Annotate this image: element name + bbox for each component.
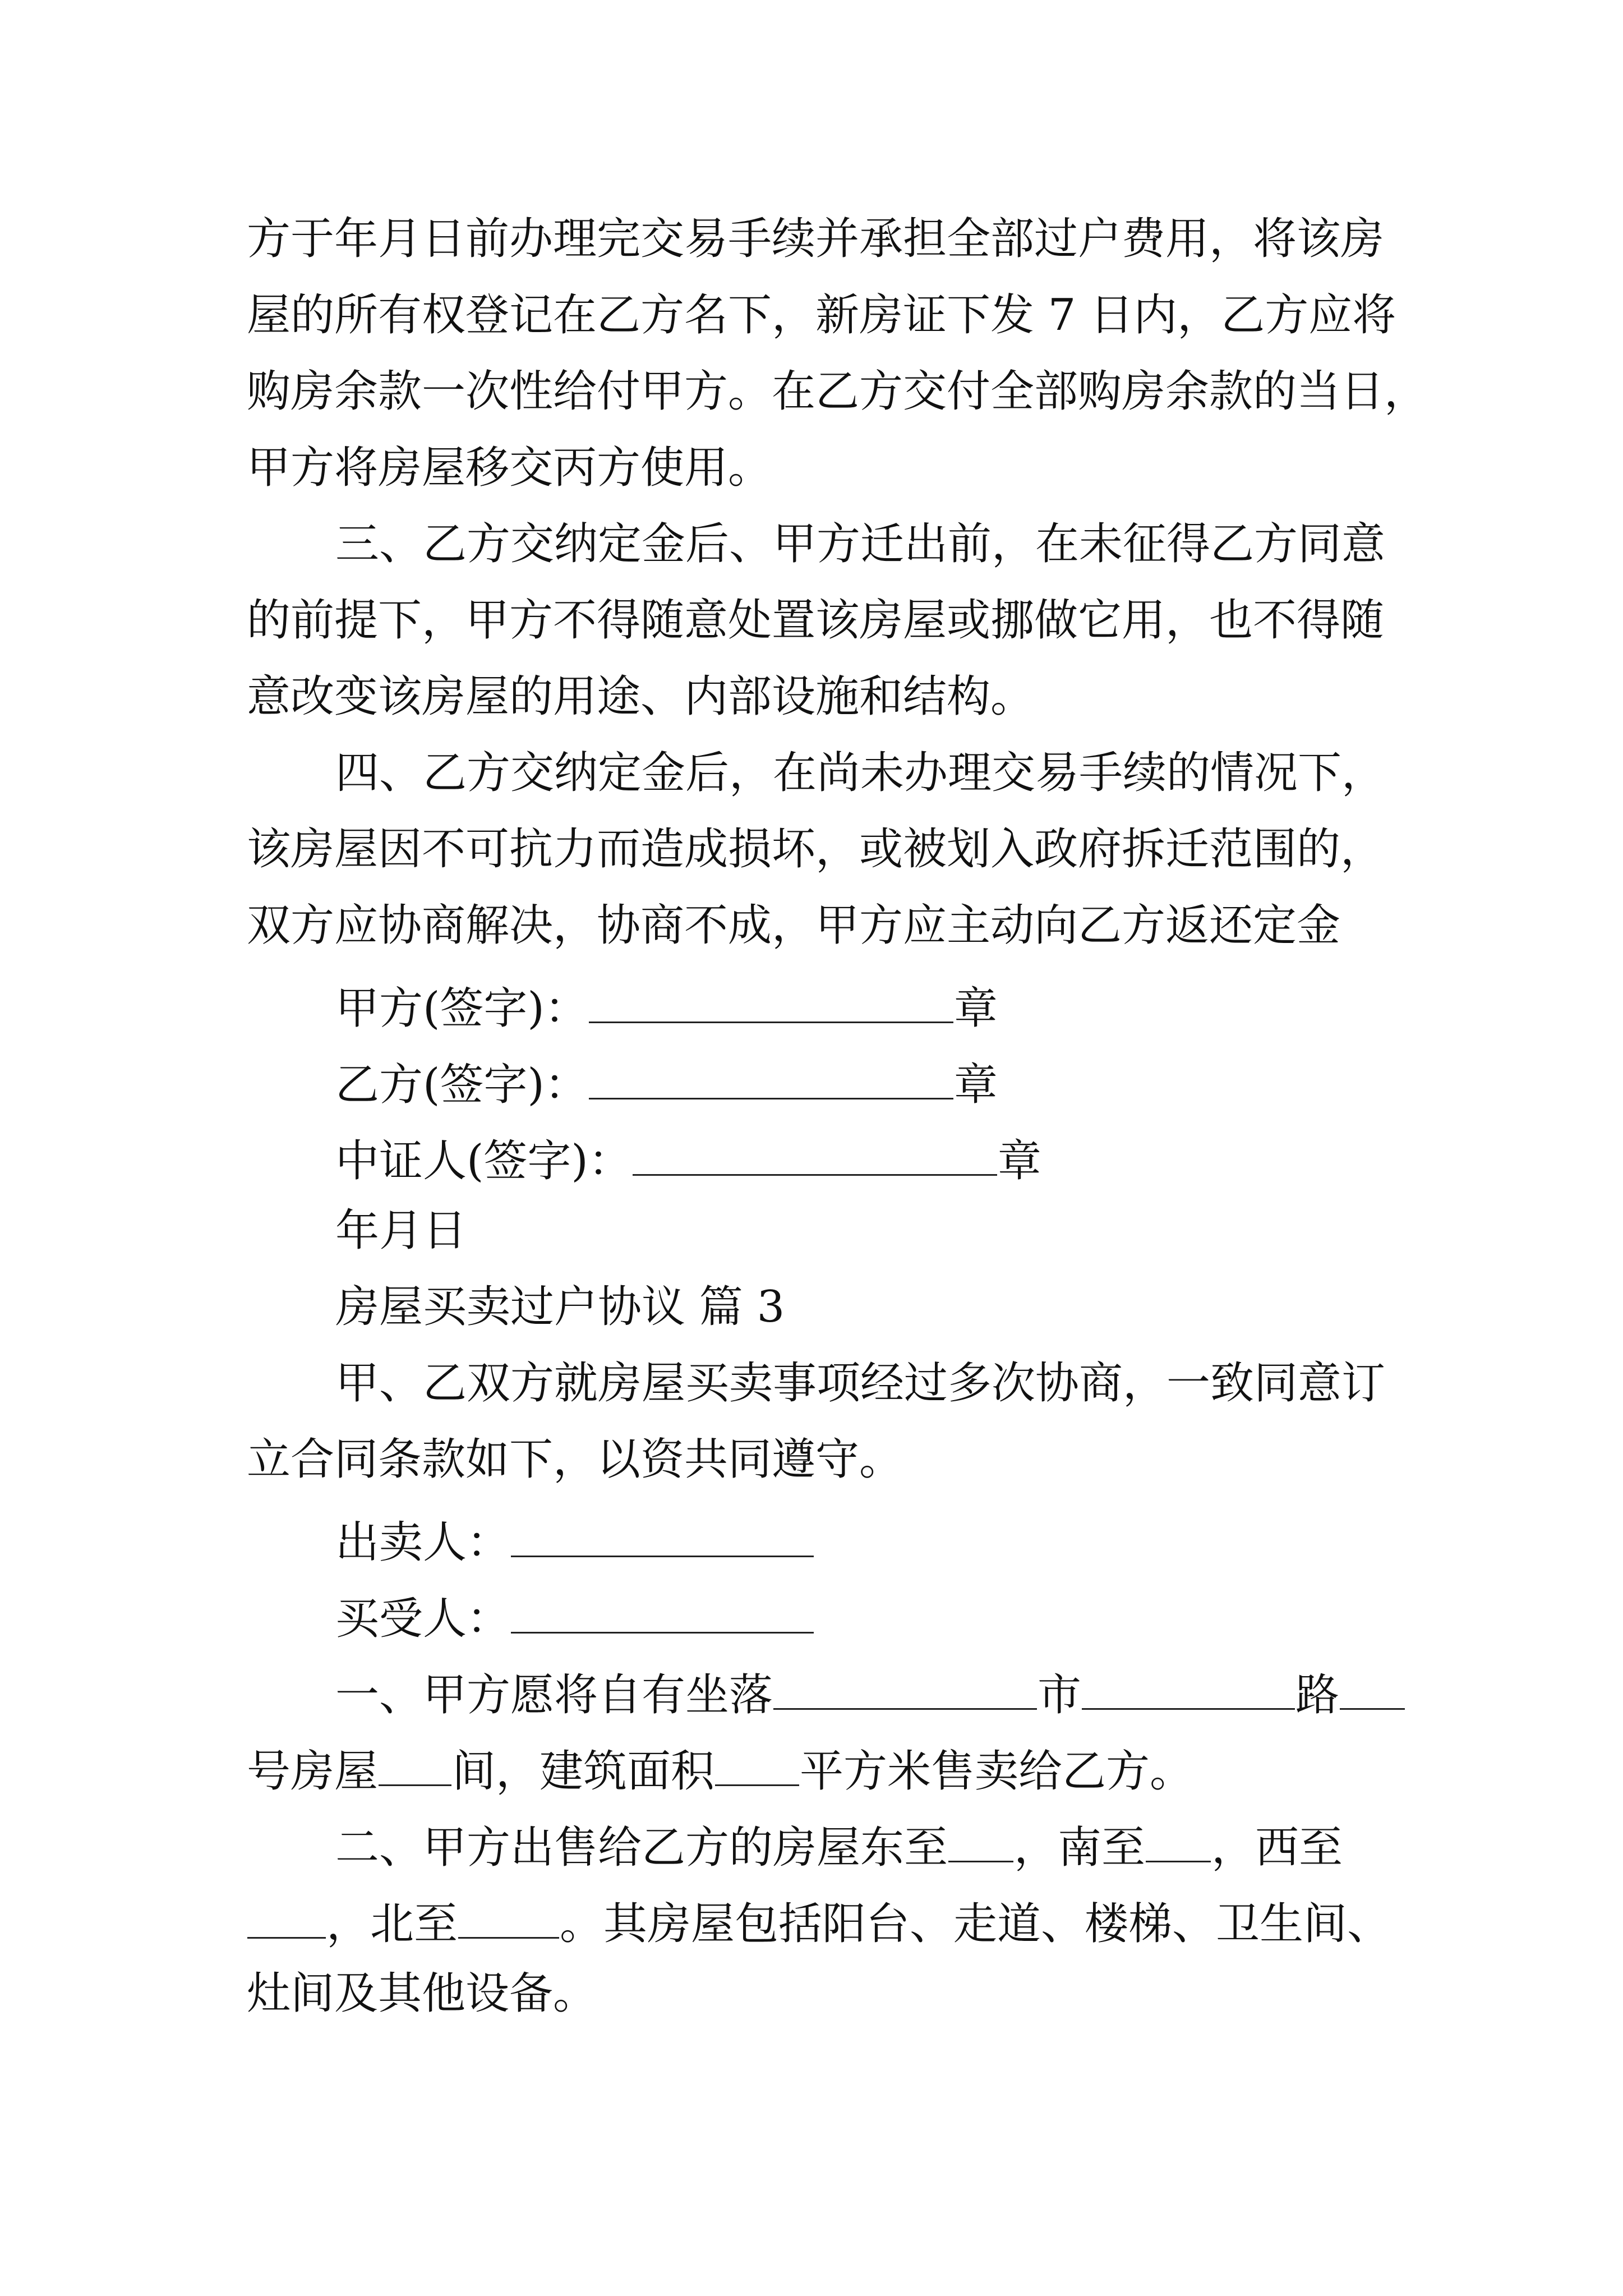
intro-line: 立合同条款如下，以资共同遵守。 [247,1434,903,1485]
clause-four-line: 四、乙方交纳定金后，在尚未办理交易手续的情况下， [335,748,1386,798]
city-blank [1082,1667,1295,1710]
paragraph-line: 购房余款一次性给付甲方。在乙方交付全部购房余款的当日， [247,366,1428,417]
signature-date: 年月日 [335,1205,467,1256]
south-boundary-blank [1146,1819,1211,1862]
witness-signature-label: 中证人(签字)： [335,1136,632,1187]
seller-blank [511,1514,814,1557]
party-a-signature-label: 甲方(签字)： [335,983,588,1034]
area-blank [715,1743,799,1786]
clause-one-road: 路 [1295,1670,1340,1721]
section-title: 房屋买卖过户协议 篇 3 [335,1282,785,1332]
witness-signature-blank [633,1133,997,1176]
east-boundary-blank [948,1819,1013,1862]
room-count-blank [379,1743,451,1786]
paragraph-line: 屋的所有权登记在乙方名下，新房证下发 7 日内，乙方应将 [247,290,1396,341]
party-b-signature-blank [589,1056,953,1099]
seller-line [335,1514,814,1568]
clause-one-text-1: 一、甲方愿将自有坐落 [335,1670,773,1721]
clause-two-text-1: 二、甲方出售给乙方的房屋东至 [335,1823,948,1874]
party-a-signature-blank [589,980,953,1023]
clause-four-line: 双方应协商解决，协商不成，甲方应主动向乙方返还定金 [247,900,1341,951]
party-b-signature-label: 乙方(签字)： [335,1060,588,1111]
clause-one-city: 市 [1038,1670,1082,1721]
party-a-signature-line [335,980,998,1034]
road-number-blank [1340,1667,1405,1710]
seller-label: 出卖人： [335,1517,511,1568]
clause-two-line-1 [335,1819,1343,1874]
party-a-seal-label: 章 [953,983,998,1034]
clause-two-text-4: ，北至 [326,1899,458,1950]
clause-one-line-2 [247,1743,1194,1797]
buyer-label: 买受人： [335,1594,511,1645]
buyer-blank [511,1590,814,1634]
witness-seal-label: 章 [997,1136,1041,1187]
clause-two-line-3: 灶间及其他设备。 [247,1968,597,2019]
west-boundary-blank [247,1895,326,1939]
buyer-line [335,1590,814,1645]
location-blank [773,1667,1037,1710]
clause-one-text-2: 号房屋 [247,1746,379,1797]
witness-signature-line [335,1133,1041,1187]
party-b-seal-label: 章 [953,1060,998,1111]
north-boundary-blank [458,1895,559,1939]
intro-line: 甲、乙双方就房屋买卖事项经过多次协商，一致同意订 [335,1358,1386,1409]
clause-one-text-3: 间，建筑面积 [452,1746,715,1797]
party-b-signature-line [335,1056,998,1111]
clause-three-line: 意改变该房屋的用途、内部设施和结构。 [247,671,1035,722]
clause-two-text-2: ，南至 [1014,1823,1146,1874]
clause-two-text-3: ，西至 [1211,1823,1343,1874]
clause-one-line-1 [335,1667,1405,1721]
paragraph-line: 甲方将房屋移交丙方使用。 [247,443,772,493]
clause-one-text-4: 平方米售卖给乙方。 [800,1746,1194,1797]
clause-four-line: 该房屋因不可抗力而造成损坏，或被划入政府拆迁范围的， [247,824,1385,875]
clause-three-line: 的前提下，甲方不得随意处置该房屋或挪做它用，也不得随 [247,595,1385,646]
clause-two-line-2 [247,1895,1391,1950]
paragraph-line: 方于年月日前办理完交易手续并承担全部过户费用，将该房 [247,214,1385,264]
clause-three-line: 三、乙方交纳定金后、甲方迁出前，在未征得乙方同意 [335,519,1386,569]
clause-two-text-5: 。其房屋包括阳台、走道、楼梯、卫生间、 [560,1899,1391,1950]
